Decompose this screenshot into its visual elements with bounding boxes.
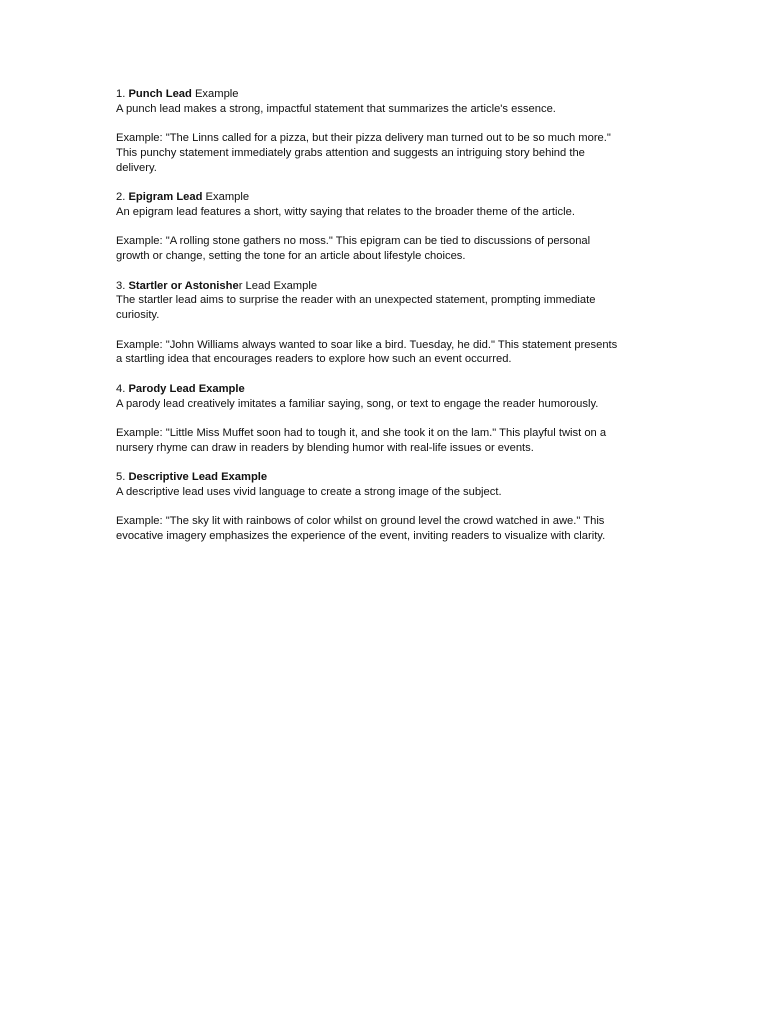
example-line: Example: "John Williams always wanted to soar like a bird. Tuesday, he did." This statement presents [116, 338, 618, 351]
section-example [116, 234, 656, 264]
heading-number: 4. [116, 382, 129, 395]
section-startler-lead [116, 279, 656, 368]
section-epigram-lead [116, 190, 656, 264]
heading-rest: Example [191, 88, 239, 100]
heading-bold-title: Parody Lead Example [128, 382, 245, 395]
section-definition: A descriptive lead uses vivid language to create a strong image of the subject. [116, 485, 502, 498]
section-heading [116, 190, 656, 205]
section-definition-line: curiosity. [116, 309, 160, 322]
example-line: Example: "Little Miss Muffet soon had to tough it, and she took it on the lam." This playful twist on a [116, 426, 607, 439]
section-heading [116, 87, 656, 102]
example-line: This punchy statement immediately grabs attention and suggests an intriguing story behind the [116, 146, 585, 159]
heading-number: 5. [116, 471, 129, 484]
heading-bold-title: Punch Lead [128, 88, 192, 100]
section-heading [116, 470, 656, 485]
section-example [116, 426, 656, 456]
document-page [116, 87, 656, 558]
section-definition: A parody lead creatively imitates a familiar saying, song, or text to engage the reader humorously. [116, 397, 599, 410]
example-line: delivery. [116, 161, 157, 174]
example-line: growth or change, setting the tone for an article about lifestyle choices. [116, 250, 466, 263]
section-example [116, 131, 656, 175]
section-heading [116, 382, 656, 397]
heading-bold-title: Descriptive Lead Example [128, 471, 268, 484]
example-line: a startling idea that encourages readers to explore how such an event occurred. [116, 353, 512, 366]
example-line: Example: "A rolling stone gathers no moss." This epigram can be tied to discussions of personal [116, 235, 591, 248]
heading-bold-title: Epigram Lead [128, 191, 203, 204]
heading-bold-title: Startler or Astonishe [128, 279, 239, 292]
heading-number: 1. [116, 88, 129, 100]
section-definition-line: The startler lead aims to surprise the reader with an unexpected statement, prompting immediate [116, 294, 596, 307]
section-punch-lead [116, 87, 656, 176]
section-definition: A punch lead makes a strong, impactful statement that summarizes the article's essence. [116, 102, 556, 115]
section-parody-lead [116, 382, 656, 456]
example-line: nursery rhyme can draw in readers by blending humor with real-life issues or events. [116, 441, 534, 454]
section-example [116, 338, 656, 368]
example-line: evocative imagery emphasizes the experience of the event, inviting readers to visualize with clarity. [116, 530, 606, 543]
section-heading [116, 279, 656, 294]
section-descriptive-lead [116, 470, 656, 544]
section-example [116, 514, 656, 544]
example-line: Example: "The sky lit with rainbows of color whilst on ground level the crowd watched in awe." This [116, 515, 605, 528]
heading-number: 3. [116, 279, 129, 292]
heading-rest: Example [202, 191, 250, 204]
section-definition: An epigram lead features a short, witty saying that relates to the broader theme of the article. [116, 205, 575, 218]
heading-rest: r Lead Example [238, 279, 318, 292]
heading-number: 2. [116, 191, 129, 204]
example-line: Example: "The Linns called for a pizza, but their pizza delivery man turned out to be so much more." [116, 132, 611, 145]
